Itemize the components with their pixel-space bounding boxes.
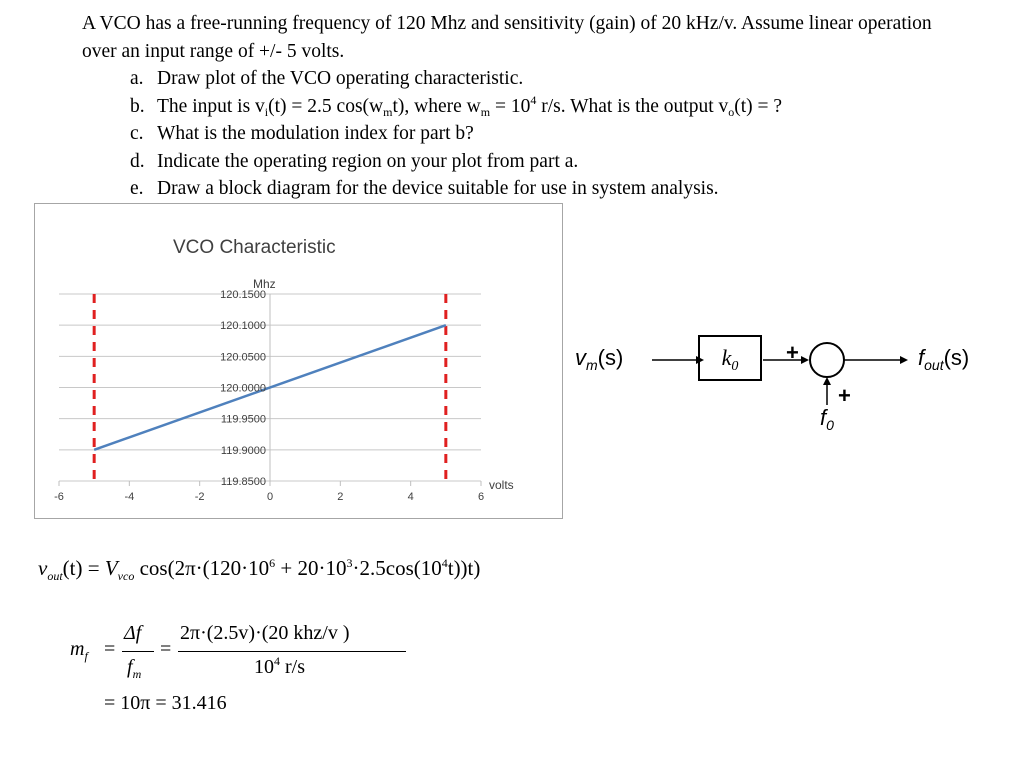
- mf-frac1-line: [122, 651, 154, 652]
- chart-title: VCO Characteristic: [173, 237, 336, 258]
- output-arrowhead: [900, 356, 908, 364]
- y-tick-label: 120.0500: [220, 351, 266, 364]
- mf-lhs: $m_f$: [70, 638, 88, 663]
- problem-statement: [82, 10, 962, 203]
- bias-label: $f_0$: [820, 405, 834, 433]
- y-tick-label: 120.0000: [220, 382, 266, 395]
- vout-equation: $v_{out}(t) = V_{vco}$ $\cos(2\pi\cdot(120\cdot 10^6 + 20\cdot 10^3\cdot 2.5\cos(10^4t))t)$: [38, 556, 481, 583]
- gain-block: $k_0$: [698, 335, 762, 381]
- x-tick-label: 2: [337, 491, 344, 503]
- mf-num2: 2π·(2.5v)·(20 khz/v ): [180, 622, 350, 644]
- input-label: $v_m(s)$: [575, 345, 624, 373]
- mf-num1: Δf: [124, 622, 142, 644]
- part-c: c. What is the modulation index for part b?: [130, 123, 474, 144]
- block-diagram: [560, 325, 990, 445]
- problem-intro: A VCO has a free-running frequency of 120 Mhz and sensitivity (gain) of 20 kHz/v. Assume linear operation over an input range of +/- 5 volts.: [82, 13, 932, 62]
- part-a: a. Draw plot of the VCO operating characteristic.: [130, 68, 524, 89]
- mf-eq1: =: [104, 638, 116, 660]
- part-e: e. Draw a block diagram for the device suitable for use in system analysis.: [130, 178, 719, 199]
- x-tick-label: 4: [407, 491, 414, 503]
- block-diagram-wires: [560, 325, 990, 445]
- output-label: $f_{out}(s)$: [918, 345, 970, 373]
- vco-chart-svg: [35, 204, 562, 518]
- y-tick-label: 119.9000: [220, 444, 266, 457]
- mf-den2: $10^4$ r/s: [254, 654, 305, 678]
- bias-arrowhead: [823, 377, 831, 385]
- x-tick-label: -2: [194, 491, 205, 503]
- y-tick-label: 119.9500: [220, 413, 266, 426]
- vco-chart: [34, 203, 563, 519]
- sum-plus-top: +: [786, 340, 799, 365]
- mf-frac2-line: [178, 651, 406, 652]
- mf-den1: $f_m$: [127, 656, 142, 681]
- mf-result: = 10π = 31.416: [104, 692, 227, 714]
- x-tick-label: 6: [477, 491, 485, 503]
- gain-arrowhead: [801, 356, 809, 364]
- y-tick-label: 120.1000: [220, 320, 266, 333]
- chart-ylabel: Mhz: [253, 277, 276, 291]
- x-tick-label: -4: [124, 491, 135, 503]
- problem-parts: [82, 65, 962, 203]
- summing-junction: [810, 343, 844, 377]
- mf-eq2: =: [160, 638, 172, 660]
- x-tick-label: 0: [266, 491, 274, 503]
- part-d: d. Indicate the operating region on your plot from part a.: [130, 150, 579, 172]
- part-b: b. The input is $v_i(t) = 2.5$ $\cos(w_mt)$, where $w_m = 10^4$ r/s. What is the output $v_o(t)$ = ?: [130, 92, 783, 119]
- x-tick-label: -6: [54, 491, 64, 503]
- y-tick-label: 119.8500: [220, 476, 266, 488]
- chart-xlabel: volts: [489, 478, 514, 492]
- sum-plus-bottom: +: [838, 383, 851, 408]
- y-tick-label: 120.1500: [220, 289, 266, 301]
